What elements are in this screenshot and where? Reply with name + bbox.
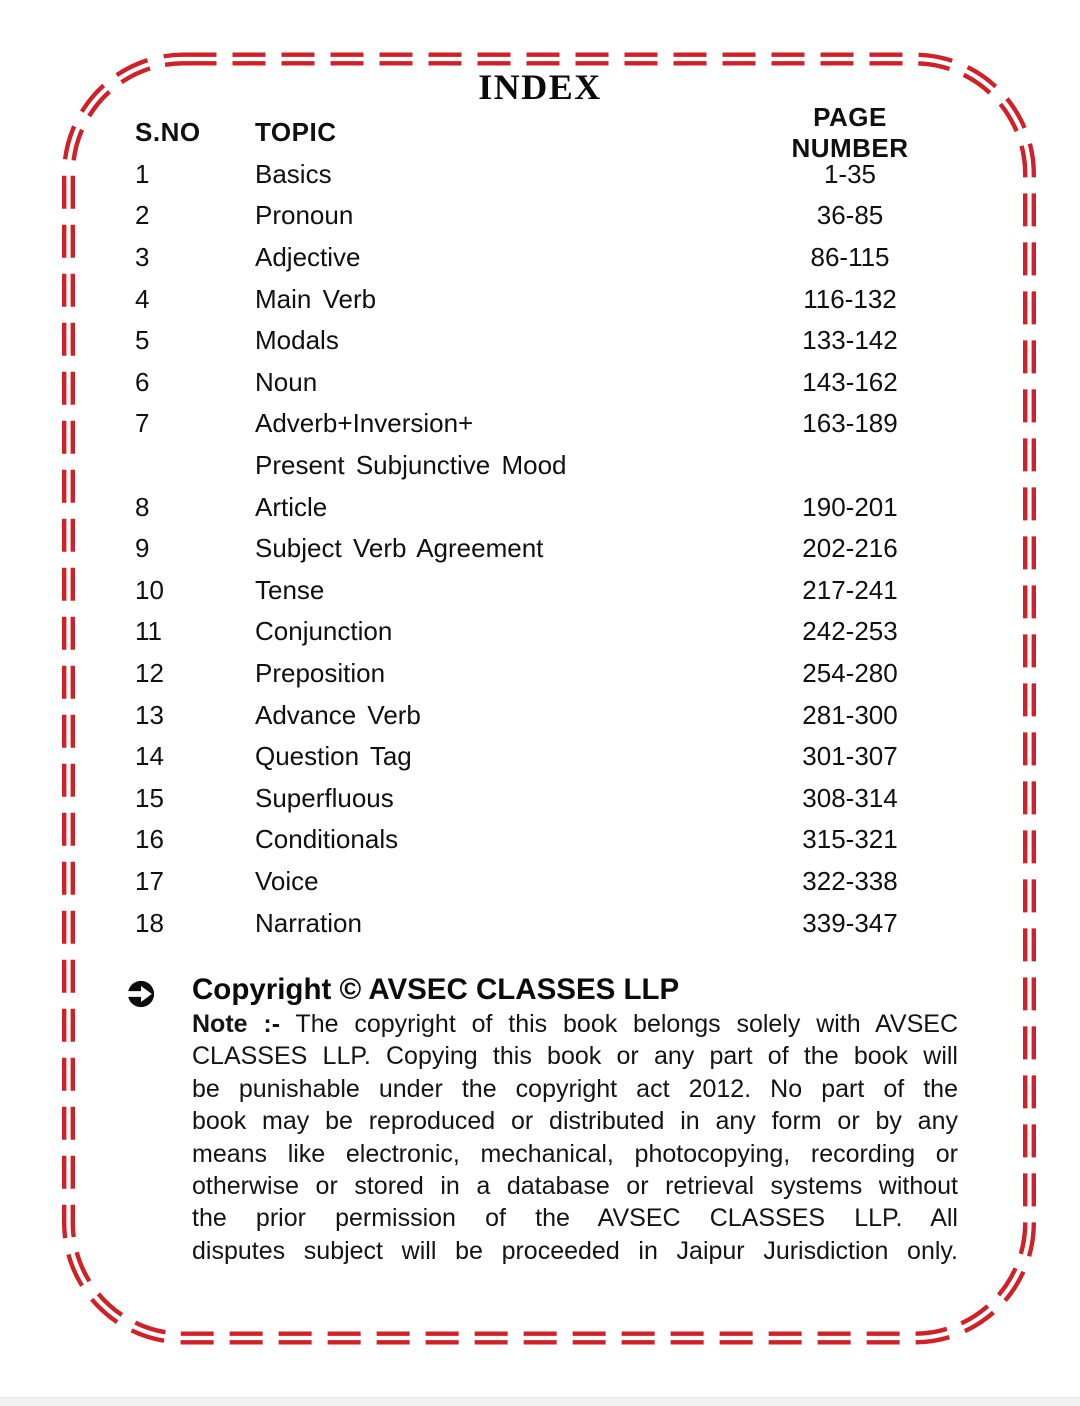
table-row <box>135 778 950 820</box>
copyright-note <box>192 1008 958 1267</box>
row-serial-number: 3 <box>135 242 150 273</box>
row-page-range: 217-241 <box>802 574 898 605</box>
row-page-range: 242-253 <box>802 616 898 647</box>
row-page-range: 133-142 <box>802 325 898 356</box>
note-line-text: disputes subject will be proceeded in Jaipur Jurisdiction only. <box>192 1236 958 1265</box>
scan-edge-strip <box>0 1397 1080 1406</box>
row-page-range: 36-85 <box>816 200 884 231</box>
row-topic: Basics <box>255 158 332 189</box>
row-topic: Preposition <box>255 658 386 689</box>
row-serial-number: 17 <box>135 865 164 896</box>
index-table <box>135 101 950 944</box>
row-page-range: 301-307 <box>802 741 898 772</box>
row-serial-number: 1 <box>135 158 150 189</box>
table-row <box>135 237 950 279</box>
note-line-text: CLASSES LLP. Copying this book or any part of the book will <box>192 1042 958 1071</box>
row-topic: Tense <box>255 574 325 605</box>
row-topic: Question Tag <box>255 741 412 772</box>
note-label: Note :- <box>192 1010 281 1038</box>
row-topic: Adjective <box>255 242 361 273</box>
table-row <box>135 570 950 612</box>
row-topic: Conditionals <box>255 824 399 855</box>
note-line-text: book may be reproduced or distributed in any form or by any <box>192 1107 958 1136</box>
row-topic: Noun <box>255 366 318 397</box>
table-row <box>135 653 950 695</box>
row-serial-number: 7 <box>135 408 150 439</box>
row-page-range: 254-280 <box>802 658 898 689</box>
table-row <box>135 154 950 196</box>
row-serial-number: 14 <box>135 741 164 772</box>
table-row <box>135 362 950 404</box>
row-page-range: 308-314 <box>802 782 898 813</box>
row-page-range: 163-189 <box>802 408 898 439</box>
row-serial-number: 15 <box>135 782 164 813</box>
note-line-text: the prior permission of the AVSEC CLASSES LLP. All <box>192 1204 958 1233</box>
circled-right-arrow-icon <box>127 980 155 1008</box>
row-topic: Superfluous <box>255 782 394 813</box>
row-serial-number: 5 <box>135 325 150 356</box>
row-serial-number: 18 <box>135 907 164 938</box>
row-topic: Main Verb <box>255 283 377 314</box>
header-page-number: PAGE NUMBER <box>791 101 909 163</box>
row-page-range: 190-201 <box>802 491 898 522</box>
note-line-text: be punishable under the copyright act 2012. No part of the <box>192 1074 958 1103</box>
table-row <box>135 278 950 320</box>
table-row <box>135 819 950 861</box>
row-topic: Conjunction <box>255 616 393 647</box>
table-row <box>135 528 950 570</box>
row-page-range: 1-35 <box>823 158 877 189</box>
row-serial-number: 10 <box>135 574 164 605</box>
row-page-range: 86-115 <box>810 242 890 273</box>
table-row <box>135 320 950 362</box>
page-title: INDEX <box>478 67 602 107</box>
table-row <box>135 486 950 528</box>
table-row <box>135 195 950 237</box>
row-topic: Modals <box>255 325 339 356</box>
row-serial-number: 9 <box>135 533 150 564</box>
row-serial-number: 16 <box>135 824 164 855</box>
row-serial-number: 2 <box>135 200 150 231</box>
table-row <box>135 902 950 944</box>
table-row <box>135 403 950 486</box>
row-topic: Adverb+Inversion+ <box>255 408 474 439</box>
copyright-heading: Copyright © AVSEC CLASSES LLP <box>192 973 680 1006</box>
row-topic: Article <box>255 491 328 522</box>
row-topic: Voice <box>255 865 319 896</box>
note-first-line <box>192 1008 958 1040</box>
table-row <box>135 694 950 736</box>
row-serial-number: 11 <box>135 616 162 647</box>
table-body <box>135 154 950 944</box>
row-serial-number: 4 <box>135 283 150 314</box>
row-page-range: 143-162 <box>802 366 898 397</box>
row-topic: Pronoun <box>255 200 354 231</box>
row-topic-second-line: Present Subjunctive Mood <box>255 449 567 480</box>
row-serial-number: 13 <box>135 699 164 730</box>
note-line-text: means like electronic, mechanical, photocopying, recording or <box>192 1139 958 1168</box>
row-page-range: 315-321 <box>802 824 898 855</box>
note-line-text: otherwise or stored in a database or retrieval systems without <box>192 1172 958 1201</box>
row-serial-number: 12 <box>135 658 164 689</box>
row-page-range: 202-216 <box>802 533 898 564</box>
row-page-range: 339-347 <box>802 907 898 938</box>
row-serial-number: 6 <box>135 366 150 397</box>
table-header <box>135 101 950 163</box>
row-page-range: 322-338 <box>802 865 898 896</box>
row-topic: Narration <box>255 907 362 938</box>
row-topic: Subject Verb Agreement <box>255 533 544 564</box>
row-page-range: 281-300 <box>802 699 898 730</box>
note-lines <box>192 1040 958 1267</box>
table-row <box>135 736 950 778</box>
table-row <box>135 611 950 653</box>
row-serial-number: 8 <box>135 491 150 522</box>
header-sno: S.NO <box>135 117 201 148</box>
row-topic: Advance Verb <box>255 699 421 730</box>
row-page-range: 116-132 <box>803 283 897 314</box>
header-topic: TOPIC <box>255 117 337 148</box>
note-line-text: The copyright of this book belongs solely with AVSEC <box>280 1010 959 1038</box>
table-row <box>135 861 950 903</box>
